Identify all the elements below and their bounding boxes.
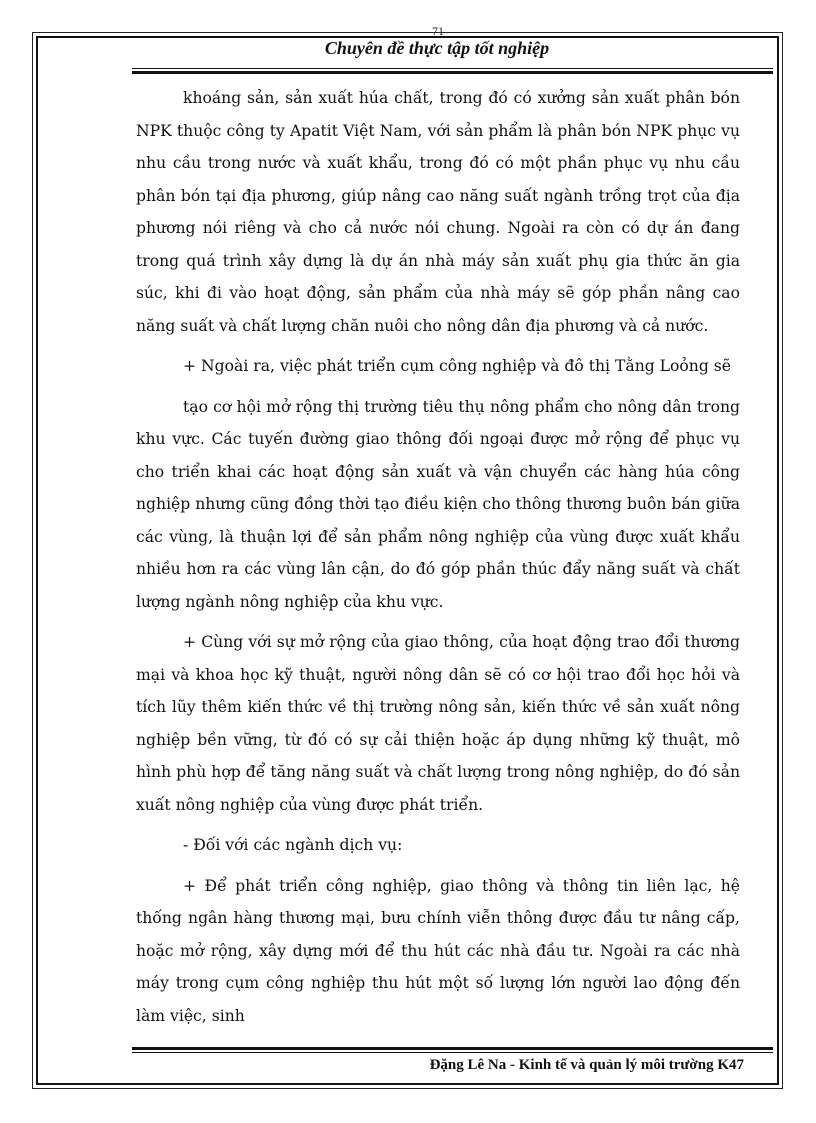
paragraph: tạo cơ hội mở rộng thị trường tiêu thụ nông phẩm cho nông dân trong khu vực. Các tuyến đường giao thông đối ngoại được mở rộng để phục vụ cho triển khai các hoạt động sản xuất và vận chuyển các hàng húa công nghiệp nhưng cũng đồng thời tạo điều kiện cho thông thương buôn bán giữa các vùng, là thuận lợi để sản phẩm nông nghiệp của vùng được xuất khẩu nhiều hơn ra các vùng lân cận, do đó góp phần thúc đẩy năng suất và chất lượng ngành nông nghiệp của khu vực. bbox=[136, 397, 740, 611]
header-rule-thick bbox=[132, 71, 773, 74]
body-text bbox=[136, 82, 740, 1032]
header-title: Chuyên đề thực tập tốt nghiệp bbox=[324, 38, 550, 58]
header-rule-thin bbox=[132, 68, 773, 69]
section-heading: - Đối với các ngành dịch vụ: bbox=[183, 836, 403, 854]
footer-rule-thin bbox=[132, 1052, 773, 1053]
paragraph: + Để phát triển công nghiệp, giao thông và thông tin liên lạc, hệ thống ngân hàng thương mại, bưu chính viễn thông được đầu tư nâng cấp, hoặc mở rộng, xây dựng mới để thu hút các nhà đầu tư. Ngoài ra các nhà máy trong cụm công nghiệp thu hút một số lượng lớn người lao động đến làm việc, sinh bbox=[136, 876, 740, 1025]
page-number: 71 bbox=[432, 24, 444, 38]
paragraph: + Cùng với sự mở rộng của giao thông, của hoạt động trao đổi thương mại và khoa học kỹ thuật, người nông dân sẽ có cơ hội trao đổi học hỏi và tích lũy thêm kiến thức về thị trường nông sản, kiến thức về sản xuất nông nghiệp bền vững, từ đó có sự cải thiện hoặc áp dụng những kỹ thuật, mô hình phù hợp để tăng năng suất và chất lượng trong nông nghiệp, do đó sản xuất nông nghiệp của vùng được phát triển. bbox=[136, 633, 740, 814]
paragraph: khoáng sản, sản xuất húa chất, trong đó có xưởng sản xuất phân bón NPK thuộc công ty Apatit Việt Nam, với sản phẩm là phân bón NPK phục vụ nhu cầu trong nước và xuất khẩu, trong đó có một phần phục vụ nhu cầu phân bón tại địa phương, giúp nâng cao năng suất ngành trồng trọt của địa phương nói riêng và cho cả nước nói chung. Ngoài ra còn có dự án đang trong quá trình xây dựng là dự án nhà máy sản xuất phụ gia thức ăn gia súc, khi đi vào hoạt động, sản phẩm của nhà máy sẽ góp phần nâng cao năng suất và chất lượng chăn nuôi cho nông dân địa phương và cả nước. bbox=[136, 89, 740, 335]
footer-rule-thick bbox=[132, 1047, 773, 1050]
paragraph: + Ngoài ra, việc phát triển cụm công nghiệp và đô thị Tằng Loỏng sẽ bbox=[183, 357, 732, 375]
footer-author-line: Đặng Lê Na - Kinh tế và quản lý môi trường K47 bbox=[429, 1057, 744, 1073]
